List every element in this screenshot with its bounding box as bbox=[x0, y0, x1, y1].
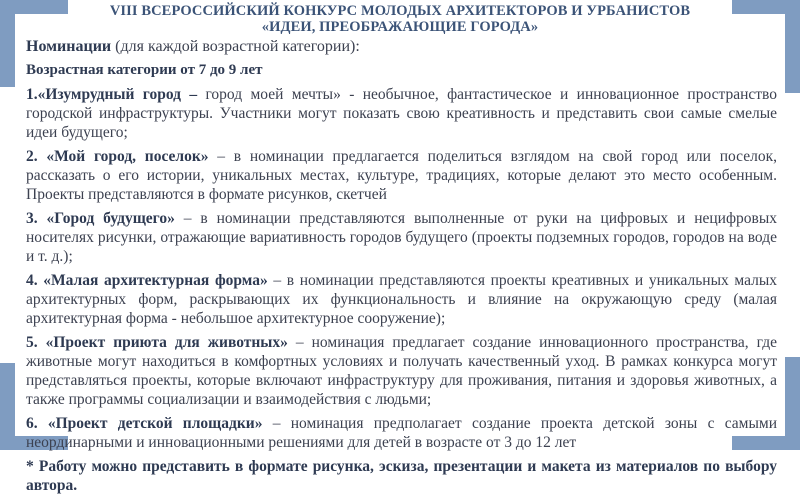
nomination-title: 6. «Проект детской площадки» bbox=[26, 415, 263, 432]
nomination-title: 4. «Малая архитектурная форма» bbox=[26, 272, 268, 289]
nomination-item-4 bbox=[26, 271, 777, 328]
title-line-1: VIII ВСЕРОССИЙСКИЙ КОНКУРС МОЛОДЫХ АРХИТЕКТОРОВ И УРБАНИСТОВ bbox=[109, 3, 691, 19]
nominations-intro-rest: (для каждой возрастной категории): bbox=[111, 38, 360, 55]
nomination-title: 2. «Мой город, поселок» bbox=[26, 148, 209, 165]
nomination-description: – в номинации предлагается поделиться взглядом на свой город или поселок, рассказать о его истории, уникальных местах, культуре, традициях, которые делают это место особенным. Проекты представляются в формате рисунков, скетчей bbox=[26, 148, 777, 203]
nomination-description: – в номинации представляются проекты креативных и уникальных малых архитектурных форм, раскрывающих их функциональность и влияние на окружающую среду (малая архитектурная форма - небольшое архитектурное сооружение); bbox=[26, 272, 777, 327]
slide-content bbox=[26, 37, 777, 495]
nomination-description: – номинация предполагает создание проекта детской зоны с самыми неординарными и инновационными решениями для детей в возрасте от 3 до 12 лет bbox=[26, 415, 777, 451]
corner-top-left-vertical bbox=[0, 0, 15, 87]
nomination-item-6 bbox=[26, 414, 777, 452]
nomination-title: 1.«Изумрудный город – bbox=[26, 86, 198, 103]
slide-title bbox=[60, 3, 740, 35]
nomination-item-3 bbox=[26, 209, 777, 266]
nominations-intro bbox=[26, 37, 777, 56]
nomination-item-2 bbox=[26, 147, 777, 204]
nomination-title: 3. «Город будущего» bbox=[26, 210, 175, 227]
nominations-intro-bold: Номинации bbox=[26, 38, 112, 55]
nomination-description: город моей мечты» - необычное, фантастическое и инновационное пространство городской инфраструктуры. Участники могут показать свою креативность и представить свои самые смелые идеи будущего; bbox=[26, 86, 777, 141]
title-line-2: «ИДЕИ, ПРЕОБРАЖАЮЩИЕ ГОРОДА» bbox=[261, 19, 539, 35]
nomination-item-5 bbox=[26, 333, 777, 409]
age-category-heading: Возрастная категории от 7 до 9 лет bbox=[26, 62, 263, 78]
nomination-description: – в номинации представляются выполненные от руки на цифровых и нецифровых носителях рисунки, отражающие вариативность городов будущего (проекты подземных городов, городов на воде и т. д.); bbox=[26, 210, 777, 265]
nomination-title: 5. «Проект приюта для животных» bbox=[26, 334, 288, 351]
footnote: * Работу можно представить в формате рисунка, эскиза, презентации и макета из материалов по выбору автора. bbox=[26, 458, 777, 494]
nomination-item-1 bbox=[26, 85, 777, 142]
corner-top-right-vertical bbox=[785, 0, 800, 93]
nomination-description: – номинация предлагает создание инновационного пространства, где животные могут находиться в комфортных условиях и получать качественный уход. В рамках конкурса могут представляться проекты, которые включают инфраструктуру для проживания, питания и здоровья животных, а также программы социализации и взаимодействия с людьми; bbox=[26, 334, 777, 408]
